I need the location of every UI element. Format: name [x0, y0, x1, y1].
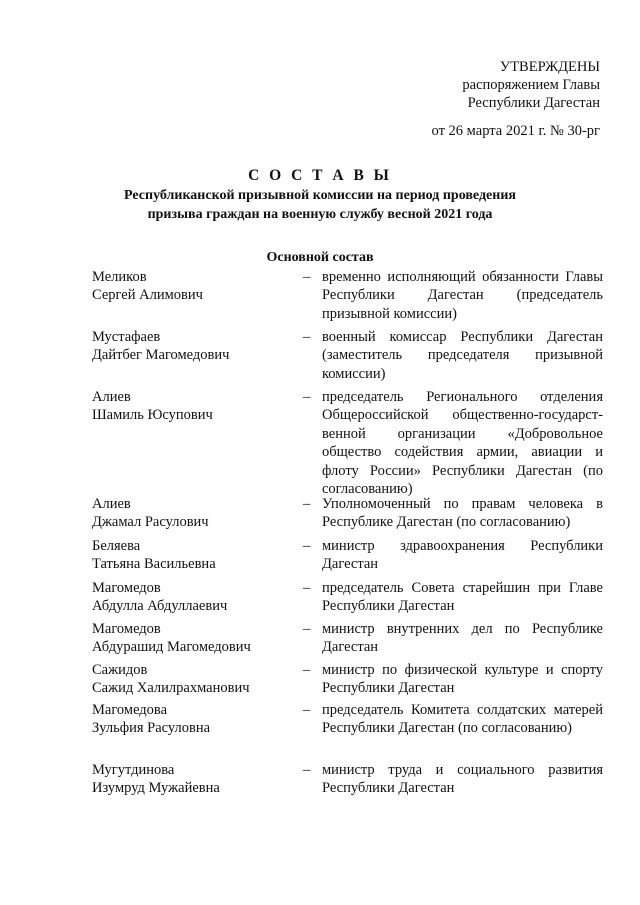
member-role: Уполномоченный по правам человека в Республике Дагестан (по согласованию) — [322, 496, 603, 531]
member-surname: Меликов — [92, 269, 147, 285]
member-name — [92, 495, 292, 532]
member-name — [92, 620, 292, 657]
member-name — [92, 661, 292, 698]
member-surname: Сажидов — [92, 662, 148, 678]
approved-authority: Республики Дагестан — [467, 95, 600, 111]
member-role: министр здравоохранения Республики Дагестан — [322, 538, 603, 573]
member-role: председатель Регионального отделения Общероссийской общественно-государст-венной организации «Добровольное общество содействия армии, авиации и флоту России» Республики Дагестан (по согласованию) — [322, 389, 603, 498]
member-given-names: Дайтбег Магомедович — [92, 347, 230, 364]
dash-separator: – — [303, 269, 311, 285]
member-role: министр по физической культуре и спорту Республики Дагестан — [322, 662, 603, 697]
dash-separator: – — [303, 389, 311, 405]
document-subtitle-line-2: призыва граждан на военную службу весной 2021 года — [147, 207, 493, 222]
member-given-names: Изумруд Мужайевна — [92, 780, 220, 797]
member-given-names: Абдурашид Магомедович — [92, 639, 251, 656]
member-surname: Магомедов — [92, 621, 161, 637]
member-surname: Алиев — [92, 496, 131, 512]
member-name — [92, 268, 292, 305]
approval-date: от 26 марта 2021 г. № 30-рг — [431, 123, 600, 139]
dash-separator: – — [303, 329, 311, 345]
member-role: председатель Совета старейшин при Главе Республики Дагестан — [322, 580, 603, 615]
document-subtitle-line-1: Республиканской призывной комиссии на период проведения — [124, 188, 516, 203]
dash-separator: – — [303, 702, 311, 718]
member-given-names: Сергей Алимович — [92, 287, 203, 304]
member-given-names: Зульфия Расуловна — [92, 720, 211, 737]
section-title: Основной состав — [266, 250, 374, 265]
member-given-names: Сажид Халилрахманович — [92, 680, 250, 697]
member-surname: Магомедов — [92, 580, 161, 596]
dash-separator: – — [303, 621, 311, 637]
member-surname: Алиев — [92, 389, 131, 405]
member-surname: Мугутдинова — [92, 762, 175, 778]
member-role: министр труда и социального развития Республики Дагестан — [322, 762, 603, 797]
member-surname: Беляева — [92, 538, 141, 554]
member-name — [92, 761, 292, 798]
member-role: министр внутренних дел по Республике Дагестан — [322, 621, 603, 656]
member-name — [92, 537, 292, 574]
member-given-names: Татьяна Васильевна — [92, 556, 216, 573]
approved-by-order: распоряжением Главы — [462, 77, 600, 93]
member-role: военный комиссар Республики Дагестан (заместитель председателя призывной комиссии) — [322, 329, 603, 382]
approved-heading: УТВЕРЖДЕНЫ — [499, 59, 600, 75]
dash-separator: – — [303, 580, 311, 596]
member-surname: Магомедова — [92, 702, 168, 718]
dash-separator: – — [303, 662, 311, 678]
member-given-names: Джамал Расулович — [92, 514, 209, 531]
member-surname: Мустафаев — [92, 329, 161, 345]
member-given-names: Абдулла Абдуллаевич — [92, 598, 228, 615]
dash-separator: – — [303, 762, 311, 778]
member-given-names: Шамиль Юсупович — [92, 407, 213, 424]
member-role: временно исполняющий обязанности Главы Республики Дагестан (председатель призывной комиссии) — [322, 269, 603, 322]
dash-separator: – — [303, 538, 311, 554]
document-title: С О С Т А В Ы — [248, 167, 392, 184]
member-name — [92, 328, 292, 365]
member-name — [92, 701, 292, 738]
member-role: председатель Комитета солдатских матерей Республики Дагестан (по согласованию) — [322, 702, 603, 737]
member-name — [92, 388, 292, 425]
member-name — [92, 579, 292, 616]
dash-separator: – — [303, 496, 311, 512]
